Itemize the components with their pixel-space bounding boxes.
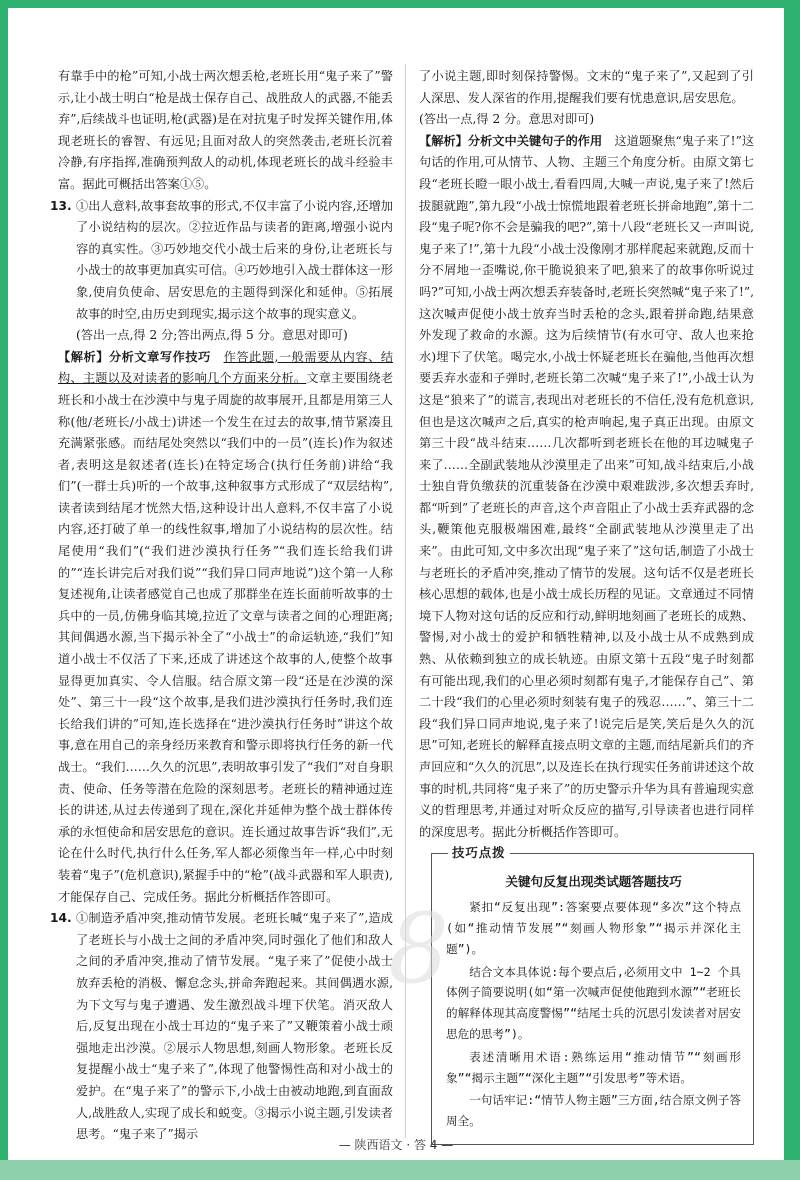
analysis-label: 【解析】分析文章写作技巧 <box>58 349 211 364</box>
tip-point-1: 紧扣“反复出现”:答案要点要体现“多次”这个特点(如“推动情节发展”“刻画人物形象”“揭示并深化主题”)。 <box>446 900 741 956</box>
question-number: 13. <box>50 198 72 213</box>
question-14-answer-continued: 了小说主题,即时刻保持警惕。文末的“鬼子来了”,又起到了引人深思、发人深省的作用,提醒我们要有忧患意识,居安思危。 <box>419 69 754 105</box>
question-14 <box>50 908 393 1146</box>
question-13-scoring: (答出一点,得 2 分;答出两点,得 5 分。意思对即可) <box>76 328 348 343</box>
watermark: 8 <box>388 893 450 1005</box>
tip-point-3: 表述清晰用术语:熟练运用“推动情节”“刻画形象”“揭示主题”“深化主题”“引发思考”等术语。 <box>446 1049 741 1085</box>
analysis-label: 【解析】分析文中关键句子的作用 <box>419 133 603 148</box>
question-13 <box>50 196 393 347</box>
question-13-analysis <box>58 347 393 908</box>
analysis-underlined: 作答此题,一般需要从内容、结构、主题以及对读者的影响几个方面来分析。 <box>58 349 394 386</box>
right-column <box>419 66 754 1145</box>
analysis-text: 文章主要围绕老班长和小战士在沙漠中与鬼子周旋的故事展开,且都是用第三人称(他/老班长/小战士)讲述一个发生在过去的故事,情节紧凑且充满紧张感。而结尾处突然以“我们中的一员”(连长)作为叙述者,表明这是叙述者(连长)在特定场合(执行任务前)讲给“我们”(一群士兵)听的一个故事,这种叙事方式形成了“双层结构”,读者读到结尾才恍然大悟,这种设计出人意料,不仅丰富了小说内容,还打破了单一的线性叙事,增加了小说结构的层次性。结尾使用“我们”(“我们进沙漠执行任务”“我们连长给我们讲的”“连长讲完后对我们说”“我们异口同声地说”)这个第一人称复述视角,让读者感觉自己也成了那群坐在连长面前听故事的士兵中的一员,仿佛身临其境,拉近了文章与读者之间的心理距离;其间偶遇水源,当下揭示补全了“小战士”的命运轨迹,“我们”知道小战士不仅活了下来,还成了讲述这个故事的人,使整个故事显得更加真实、令人信服。结合原文第一段“还是在沙漠的深处”、第三十一段“这个故事,是我们进沙漠执行任务时,我们连长给我们讲的”可知,连长选择在“进沙漠执行任务时”讲这个故事,意在用自己的亲身经历来教育和警示即将执行任务的新一代战士。“我们……久久的沉思”,表明故事引发了“我们”对自身职责、使命、任务等潜在危险的深刻思考。老班长的精神通过连长的讲述,从过去传递到了现在,深化并延伸为整个战士群体传承的永恒使命和居安思危的意识。连长通过故事告诉“我们”,无论在什么时代,执行什么任务,军人都必须像当年一样,心中时刻装着“鬼子”(危机意识),紧握手中的“枪”(战斗武器和军人职责),才能保存自己、完成任务。据此分析概括作答即可。 <box>58 371 394 904</box>
tip-point-2: 结合文本具体说:每个要点后,必须用文中 1~2 个具体例子简要说明(如“第一次喊声促使他跑到水源”“老班长的解释体现其高度警惕”“结尾士兵的沉思引发读者对居安思危的思考”)。 <box>446 964 741 1041</box>
tip-box <box>431 845 754 1145</box>
question-number: 14. <box>50 911 72 926</box>
question-13-answer: ①出人意料,故事套故事的形式,不仅丰富了小说内容,还增加了小说结构的层次。②拉近作品与读者的距离,增强小说内容的真实性。③巧妙地交代小战士后来的身份,让老班长与小战士的故事更加真实可信。④巧妙地引入战士群体这一形象,使肩负使命、居安思危的主题得到深化和延伸。⑤拓展故事的时空,由历史到现实,揭示这个故事的现实意义。 <box>76 198 393 321</box>
question-14-analysis <box>419 131 754 844</box>
page-footer: — 陕西语文 · 答 4 — <box>338 1138 454 1152</box>
left-column <box>50 66 394 1146</box>
analysis-text: 这道题聚焦“鬼子来了!”这句话的作用,可从情节、人物、主题三个角度分析。由原文第七段“老班长瞪一眼小战士,看看四周,大喊一声说,鬼子来了!然后拔腿就跑”,第九段“小战士惊慌地跟着老班长拼命地跑”,第十二段“鬼子呢?你不会是骗我的吧?”,第十八段“老班长又一声叫说,鬼子来了!”,第十九段“小战士没像刚才那样爬起来就跑,反而十分不屑地一歪嘴说,你干脆说狼来了吧,狼来了的故事你听说过吗?”可知,小战士两次想丢弃装备时,老班长突然喊“鬼子来了!”,这次喊声促使小战士放弃当时丢枪的念头,跟着拼命跑,结果意外发现了救命的水源。这为后续情节(有水可守、敌人也来抢水)埋下了伏笔。喝完水,小战士怀疑老班长在骗他,当他再次想要丢弃水壶和子弹时,老班长第二次喊“鬼子来了!”,小战士认为这是“狼来了”的谎言,表现出对老班长的不信任,没有危机意识,但也是这次喊声之后,真实的枪声响起,鬼子真正出现。由原文第三十段“战斗结束……几次都听到老班长在他的耳边喊鬼子来了……全副武装地从沙漠里走了出来”可知,战斗结束后,小战士独自背负缴获的沉重装备在沙漠中艰难跋涉,多次想丢弃时,都“听到”了老班长的声音,这个声音阻止了小战士丢弃武器的念头,鞭策他克服极端困难,最终“全副武装地从沙漠里走了出来”。由此可知,文中多次出现“鬼子来了”这句话,制造了小战士与老班长的矛盾冲突,推动了情节的发展。这句话不仅是老班长核心思想的载体,也是小战士成长历程的见证。文章通过不同情境下人物对这句话的反应和行动,鲜明地刻画了老班长的成熟、警惕,对小战士的爱护和牺牲精神,以及小战士从不成熟到成熟、从依赖到独立的成长轨迹。由原文第十五段“鬼子时刻都有可能出现,我们的心里必须时刻都有鬼子,才能保存自己”、第二十段“我们的心里必须时刻装有鬼子的残忍……”、第三十二段“我们异口同声地说,鬼子来了!说完后是笑,笑后是久久的沉思”可知,老班长的解释直接点明文章的主题,而结尾新兵们的齐声回应和“久久的沉思”,以及连长在执行现实任务前讲述这个故事的时机,共同将“鬼子来了”的历史警示升华为具有普遍现实意义的哲理思考,并通过对听众反应的描写,引导读者也进行同样的深度思考。据此分析概括作答即可。 <box>419 133 755 839</box>
answer-sheet <box>8 8 784 1168</box>
question-14-answer: ①制造矛盾冲突,推动情节发展。老班长喊“鬼子来了”,造成了老班长与小战士之间的矛盾冲突,同时强化了他们和敌人之间的矛盾冲突,推动了情节发展。“鬼子来了”促使小战士放弃丢枪的消极、懈怠念头,拼命奔跑起来。其间偶遇水源,为下文写与鬼子遭遇、发生激烈战斗埋下伏笔。消灭敌人后,反复出现在小战士耳边的“鬼子来了”又鞭策着小战士顽强地走出沙漠。②展示人物思想,刻画人物形象。老班长反复提醒小战士“鬼子来了”,体现了他警惕性高和对小战士的爱护。在“鬼子来了”的警示下,小战士由被动地跑,到直面敌人,战胜敌人,实现了成长和蜕变。③揭示小说主题,引发读者思考。“鬼子来了”揭示 <box>76 911 393 1142</box>
question-14-scoring: (答出一点,得 2 分。意思对即可) <box>419 112 595 127</box>
bottom-strip <box>0 1160 800 1180</box>
tip-tag: 技巧点拨 <box>448 843 510 864</box>
intro-paragraph: 有靠手中的枪”可知,小战士两次想丢枪,老班长用“鬼子来了”警示,让小战士明白“枪是战士保存自己、战胜敌人的武器,不能丢弃”,后续战斗也证明,枪(武器)是在对抗鬼子时发挥关键作用,体现老班长的睿智、有远见;且面对敌人的突然袭击,老班长沉着冷静,有序指挥,准确预判敌人的动机,体现老班长的战斗经验丰富。据此可概括出答案①⑤。 <box>58 69 393 191</box>
tip-title: 关键句反复出现类试题答题技巧 <box>505 874 682 890</box>
tip-point-4: 一句话牢记:“情节人物主题”三方面,结合原文例子答周全。 <box>446 1093 741 1129</box>
